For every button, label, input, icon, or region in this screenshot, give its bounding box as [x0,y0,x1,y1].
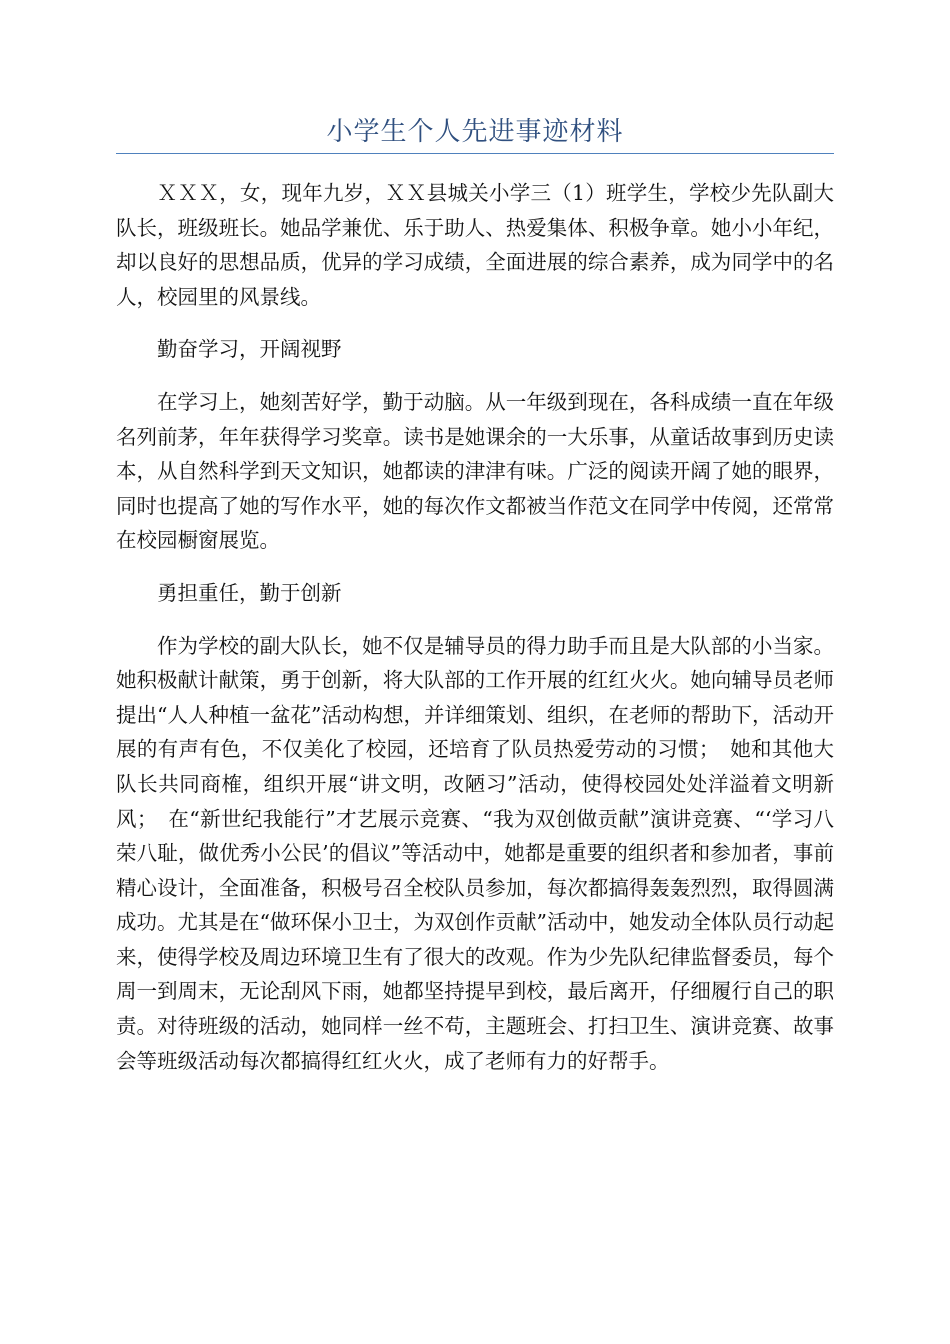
responsibility-paragraph: 作为学校的副大队长，她不仅是辅导员的得力助手而且是大队部的小当家。她积极献计献策，勇于创新，将大队部的工作开展的红红火火。她向辅导员老师提出“人人种植一盆花”活动构想，并详细策划、组织，在老师的帮助下，活动开展的有声有色，不仅美化了校园，还培育了队员热爱劳动的习惯； 她和其他大队长共同商榷，组织开展“讲文明，改陋习”活动，使得校园处处洋溢着文明新风； 在“新世纪我能行”才艺展示竞赛、“我为双创做贡献”演讲竞赛、“‘学习八荣八耻，做优秀小公民’的倡议”等活动中，她都是重要的组织者和参加者，事前精心设计，全面准备，积极号召全校队员参加，每次都搞得轰轰烈烈，取得圆满成功。尤其是在“做环保小卫士，为双创作贡献”活动中，她发动全体队员行动起来，使得学校及周边环境卫生有了很大的改观。作为少先队纪律监督委员，每个周一到周末，无论刮风下雨，她都坚持提早到校，最后离开，仔细履行自己的职责。对待班级的活动，她同样一丝不苟，主题班会、打扫卫生、演讲竞赛、故事会等班级活动每次都搞得红红火火，成了老师有力的好帮手。 [116,633,834,1073]
intro-paragraph: ＸＸＸ，女，现年九岁，ＸＸ县城关小学三（1）班学生，学校少先队副大队长，班级班长。她品学兼优、乐于助人、热爱集体、积极争章。她小小年纪，却以良好的思想品质，优异的学习成绩，全面进展的综合素养，成为同学中的名人，校园里的风景线。 [116,181,834,309]
title-underline [116,153,834,154]
study-paragraph: 在学习上，她刻苦好学，勤于动脑。从一年级到现在，各科成绩一直在年级名列前茅，年年获得学习奖章。读书是她课余的一大乐事，从童话故事到历史读本，从自然科学到天文知识，她都读的津津有味。广泛的阅读开阔了她的眼界，同时也提高了她的写作水平，她的每次作文都被当作范文在同学中传阅，还常常在校园橱窗展览。 [116,389,834,553]
document-body [116,176,834,1096]
section-heading-study: 勤奋学习，开阔视野 [157,337,342,362]
document-title: 小学生个人先进事迹材料 [326,117,624,147]
section-heading-responsibility: 勇担重任，勤于创新 [157,580,342,605]
